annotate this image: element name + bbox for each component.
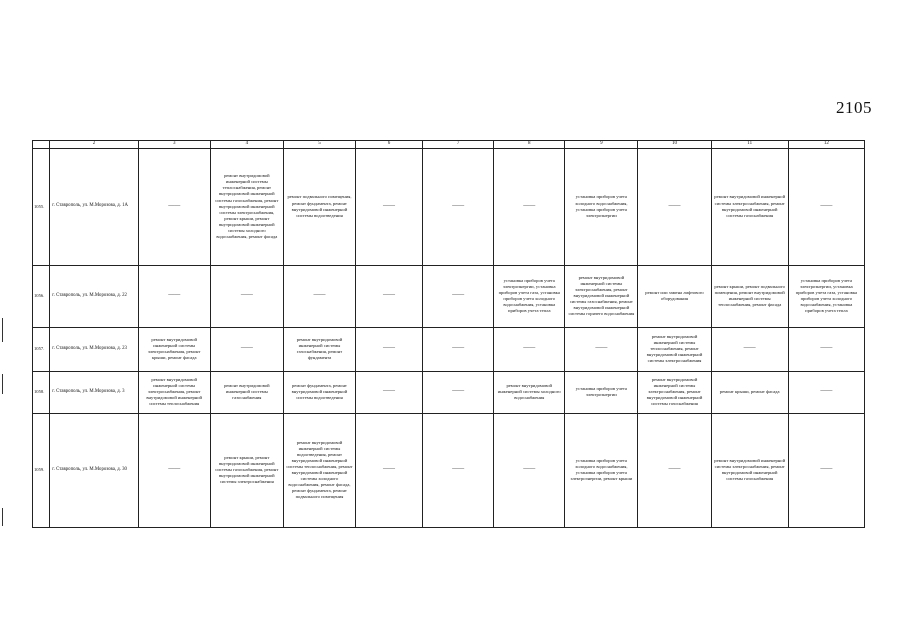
empty-cell — [423, 327, 494, 371]
scan-edge-mark — [2, 508, 3, 526]
dash-mark: —— — [383, 292, 396, 299]
column-header: 10 — [638, 141, 711, 149]
work-cell: ремонт внутридомовой инженерной системы электроснабжения, ремонт внутридомовой инженерной системы газоснабжения, ремонт внутридомовой инженерной системы горячего водоснабжения — [565, 265, 638, 327]
work-cell: ремонт крыши, ремонт подвального помещения, ремонт внутридомовой инженерной системы теплоснабжения, ремонт фасада — [711, 265, 788, 327]
work-cell: установка приборов учета холодного водоснабжения, установка приборов учета электроэнергии, ремонт крыши — [565, 413, 638, 527]
dash-mark: —— — [168, 292, 181, 299]
work-cell: ремонт крыши, ремонт фасада — [711, 371, 788, 413]
table-row — [33, 148, 865, 265]
empty-cell — [423, 413, 494, 527]
work-cell: ремонт внутридомовой инженерной системы электроснабжения, ремонт внутридомовой инженерной системы газоснабжения — [711, 413, 788, 527]
table-row — [33, 371, 865, 413]
header-row — [33, 141, 865, 149]
work-cell: установка приборов учета электроэнергии — [565, 371, 638, 413]
column-header: 4 — [210, 141, 283, 149]
table-row — [33, 413, 865, 527]
column-header: 2 — [50, 141, 138, 149]
empty-cell — [494, 148, 565, 265]
table-row — [33, 327, 865, 371]
scan-edge-mark — [2, 374, 3, 394]
empty-cell — [423, 371, 494, 413]
dash-mark: —— — [240, 292, 253, 299]
dash-mark: —— — [240, 345, 253, 352]
empty-cell — [788, 413, 864, 527]
empty-cell — [356, 148, 423, 265]
column-header: 7 — [423, 141, 494, 149]
column-header: 12 — [788, 141, 864, 149]
work-cell: ремонт внутридомовой инженерной системы электроснабжения, ремонт внутридомовой инженерной системы газоснабжения — [638, 371, 711, 413]
column-header: 5 — [283, 141, 355, 149]
empty-cell — [138, 148, 210, 265]
empty-cell — [210, 265, 283, 327]
address-cell: г. Ставрополь, ул. М.Морозова, д. 22 — [50, 265, 138, 327]
address-cell: г. Ставрополь, ул. М.Морозова, д. 23 — [50, 327, 138, 371]
empty-cell — [638, 148, 711, 265]
repair-schedule-table — [32, 140, 865, 528]
dash-mark: —— — [452, 292, 465, 299]
work-cell: ремонт внутридомовой инженерной системы электроснабжения, ремонт внутридомовой инженерной системы теплоснабжения — [138, 371, 210, 413]
empty-cell — [356, 327, 423, 371]
dash-mark: —— — [523, 466, 536, 473]
page-number: 2105 — [836, 98, 872, 117]
row-number: 1059. — [33, 413, 50, 527]
empty-cell — [356, 265, 423, 327]
row-number: 1055. — [33, 148, 50, 265]
empty-cell — [494, 327, 565, 371]
table-row — [33, 265, 865, 327]
dash-mark: —— — [383, 345, 396, 352]
empty-cell — [788, 371, 864, 413]
column-header: 6 — [356, 141, 423, 149]
dash-mark: —— — [820, 345, 833, 352]
empty-cell — [423, 265, 494, 327]
work-cell: ремонт подвального помещения, ремонт фундамента, ремонт внутридомовой инженерной системы водоотведения — [283, 148, 355, 265]
work-cell: ремонт внутридомовой инженерной системы теплоснабжения, ремонт внутридомовой инженерной системы газоснабжения, ремонт внутридомовой инженерной системы электроснабжения, ремонт крыши, ремонт внутридомовой инженерной системы холодного водоснабжения, ремонт фасада — [210, 148, 283, 265]
column-header: 3 — [138, 141, 210, 149]
dash-mark: —— — [820, 388, 833, 395]
dash-mark: —— — [168, 466, 181, 473]
work-cell: установка приборов учета холодного водоснабжения, установка приборов учета электроэнергии — [565, 148, 638, 265]
work-cell: ремонт внутридомовой инженерной системы газоснабжения — [210, 371, 283, 413]
address-cell: г. Ставрополь, ул. М.Морозова, д. 3 — [50, 371, 138, 413]
work-cell: ремонт внутридомовой инженерной системы газоснабжения, ремонт фундамента — [283, 327, 355, 371]
empty-cell — [788, 327, 864, 371]
empty-cell — [210, 327, 283, 371]
empty-cell — [638, 413, 711, 527]
empty-cell — [788, 148, 864, 265]
address-cell: г. Ставрополь, ул. М.Морозова, д. 1А — [50, 148, 138, 265]
dash-mark: —— — [668, 466, 681, 473]
work-cell: ремонт или замена лифтового оборудования — [638, 265, 711, 327]
dash-mark: —— — [743, 345, 756, 352]
dash-mark: —— — [313, 292, 326, 299]
empty-cell — [356, 413, 423, 527]
scan-edge-mark — [2, 318, 3, 342]
address-cell: г. Ставрополь, ул. М.Морозова, д. 30 — [50, 413, 138, 527]
empty-cell — [711, 327, 788, 371]
dash-mark: —— — [452, 466, 465, 473]
row-number: 1058. — [33, 371, 50, 413]
dash-mark: —— — [452, 388, 465, 395]
work-cell: ремонт внутридомовой инженерной системы холодного водоснабжения — [494, 371, 565, 413]
dash-mark: —— — [523, 345, 536, 352]
empty-cell — [138, 265, 210, 327]
row-number: 1057. — [33, 327, 50, 371]
empty-cell — [356, 371, 423, 413]
dash-mark: —— — [452, 202, 465, 209]
work-cell: ремонт внутридомовой инженерной системы электроснабжения, ремонт внутридомовой инженерной системы газоснабжения — [711, 148, 788, 265]
work-cell: ремонт крыши, ремонт внутридомовой инженерной системы газоснабжения, ремонт внутридомовой инженерной системы электроснабжения — [210, 413, 283, 527]
dash-mark: —— — [595, 345, 608, 352]
dash-mark: —— — [452, 345, 465, 352]
work-cell: ремонт внутридомовой инженерной системы водоотведения, ремонт внутридомовой инженерной системы теплоснабжения, ремонт внутридомовой инженерной системы холодного водоснабжения, ремонт фасада, ремонт фундамента, ремонт подвального помещения — [283, 413, 355, 527]
work-cell: ремонт внутридомовой инженерной системы теплоснабжения, ремонт внутридомовой инженерной системы электроснабжения — [638, 327, 711, 371]
empty-cell — [138, 413, 210, 527]
dash-mark: —— — [383, 466, 396, 473]
column-header: 9 — [565, 141, 638, 149]
work-cell: ремонт фундамента, ремонт внутридомовой инженерной системы водоотведения — [283, 371, 355, 413]
empty-cell — [494, 413, 565, 527]
dash-mark: —— — [820, 202, 833, 209]
column-header: 11 — [711, 141, 788, 149]
work-cell: установка приборов учета электроэнергии, установка приборов учета газа, установка приборов учета холодного водоснабжения, установка приборов учета тепла — [788, 265, 864, 327]
dash-mark: —— — [383, 388, 396, 395]
dash-mark: —— — [523, 202, 536, 209]
dash-mark: —— — [668, 202, 681, 209]
work-cell: установка приборов учета электроэнергии, установка приборов учета газа, установка приборов учета холодного водоснабжения, установка приборов учета тепла — [494, 265, 565, 327]
dash-mark: —— — [383, 202, 396, 209]
empty-cell — [283, 265, 355, 327]
empty-cell — [565, 327, 638, 371]
column-header: 8 — [494, 141, 565, 149]
column-header — [33, 141, 50, 149]
empty-cell — [423, 148, 494, 265]
work-cell: ремонт внутридомовой инженерной системы электроснабжения, ремонт крыши, ремонт фасада — [138, 327, 210, 371]
row-number: 1056. — [33, 265, 50, 327]
dash-mark: —— — [168, 202, 181, 209]
dash-mark: —— — [820, 466, 833, 473]
